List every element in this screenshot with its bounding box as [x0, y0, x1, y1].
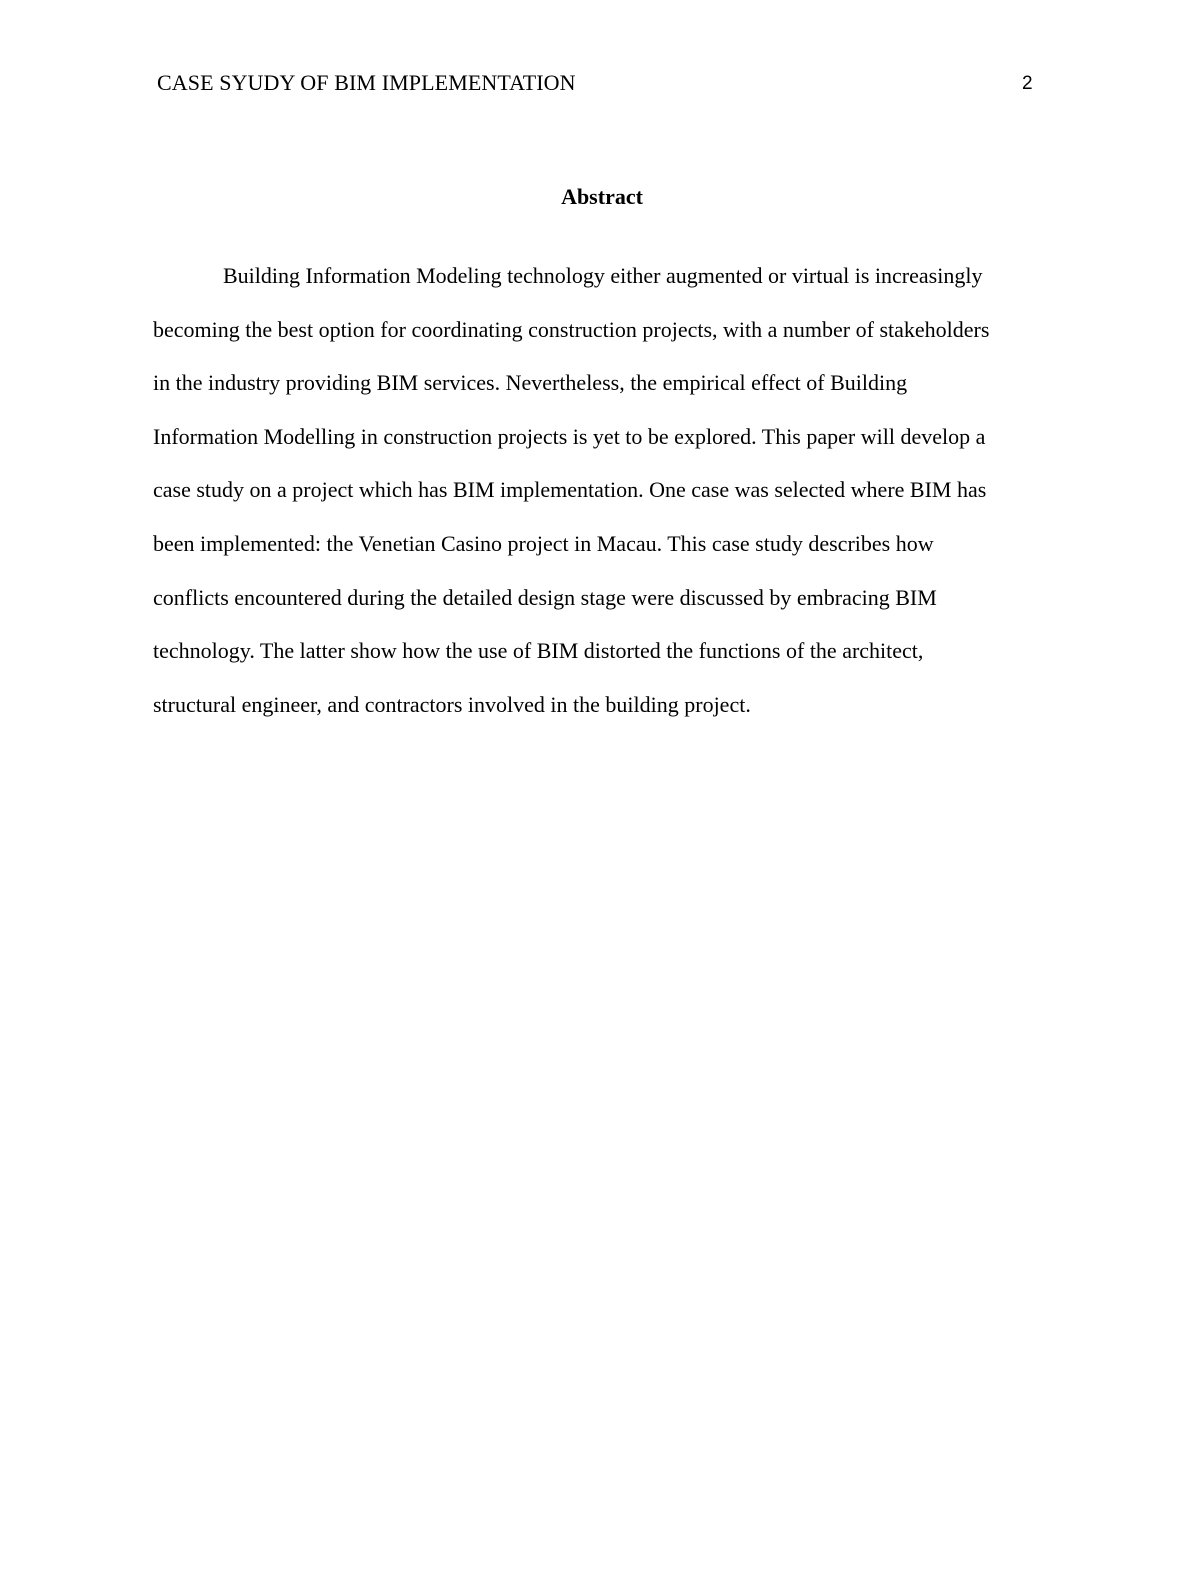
page-number: 2 — [1022, 73, 1033, 94]
abstract-heading: Abstract — [561, 184, 643, 209]
running-head: CASE SYUDY OF BIM IMPLEMENTATION — [157, 70, 576, 95]
abstract-line: Information Modelling in construction projects is yet to be explored. This paper will develop a — [153, 423, 986, 449]
abstract-line: conflicts encountered during the detailed design stage were discussed by embracing BIM — [153, 584, 937, 610]
abstract-paragraph — [153, 249, 1053, 731]
abstract-line: becoming the best option for coordinating construction projects, with a number of stakeholders — [153, 316, 990, 342]
abstract-line: case study on a project which has BIM implementation. One case was selected where BIM has — [153, 477, 987, 503]
abstract-line: structural engineer, and contractors involved in the building project. — [153, 691, 751, 717]
abstract-line: been implemented: the Venetian Casino project in Macau. This case study describes how — [153, 530, 934, 556]
abstract-line: in the industry providing BIM services. Nevertheless, the empirical effect of Building — [153, 370, 908, 396]
abstract-line: technology. The latter show how the use of BIM distorted the functions of the architect, — [153, 638, 924, 664]
abstract-line: Building Information Modeling technology either augmented or virtual is increasingly — [223, 263, 983, 288]
